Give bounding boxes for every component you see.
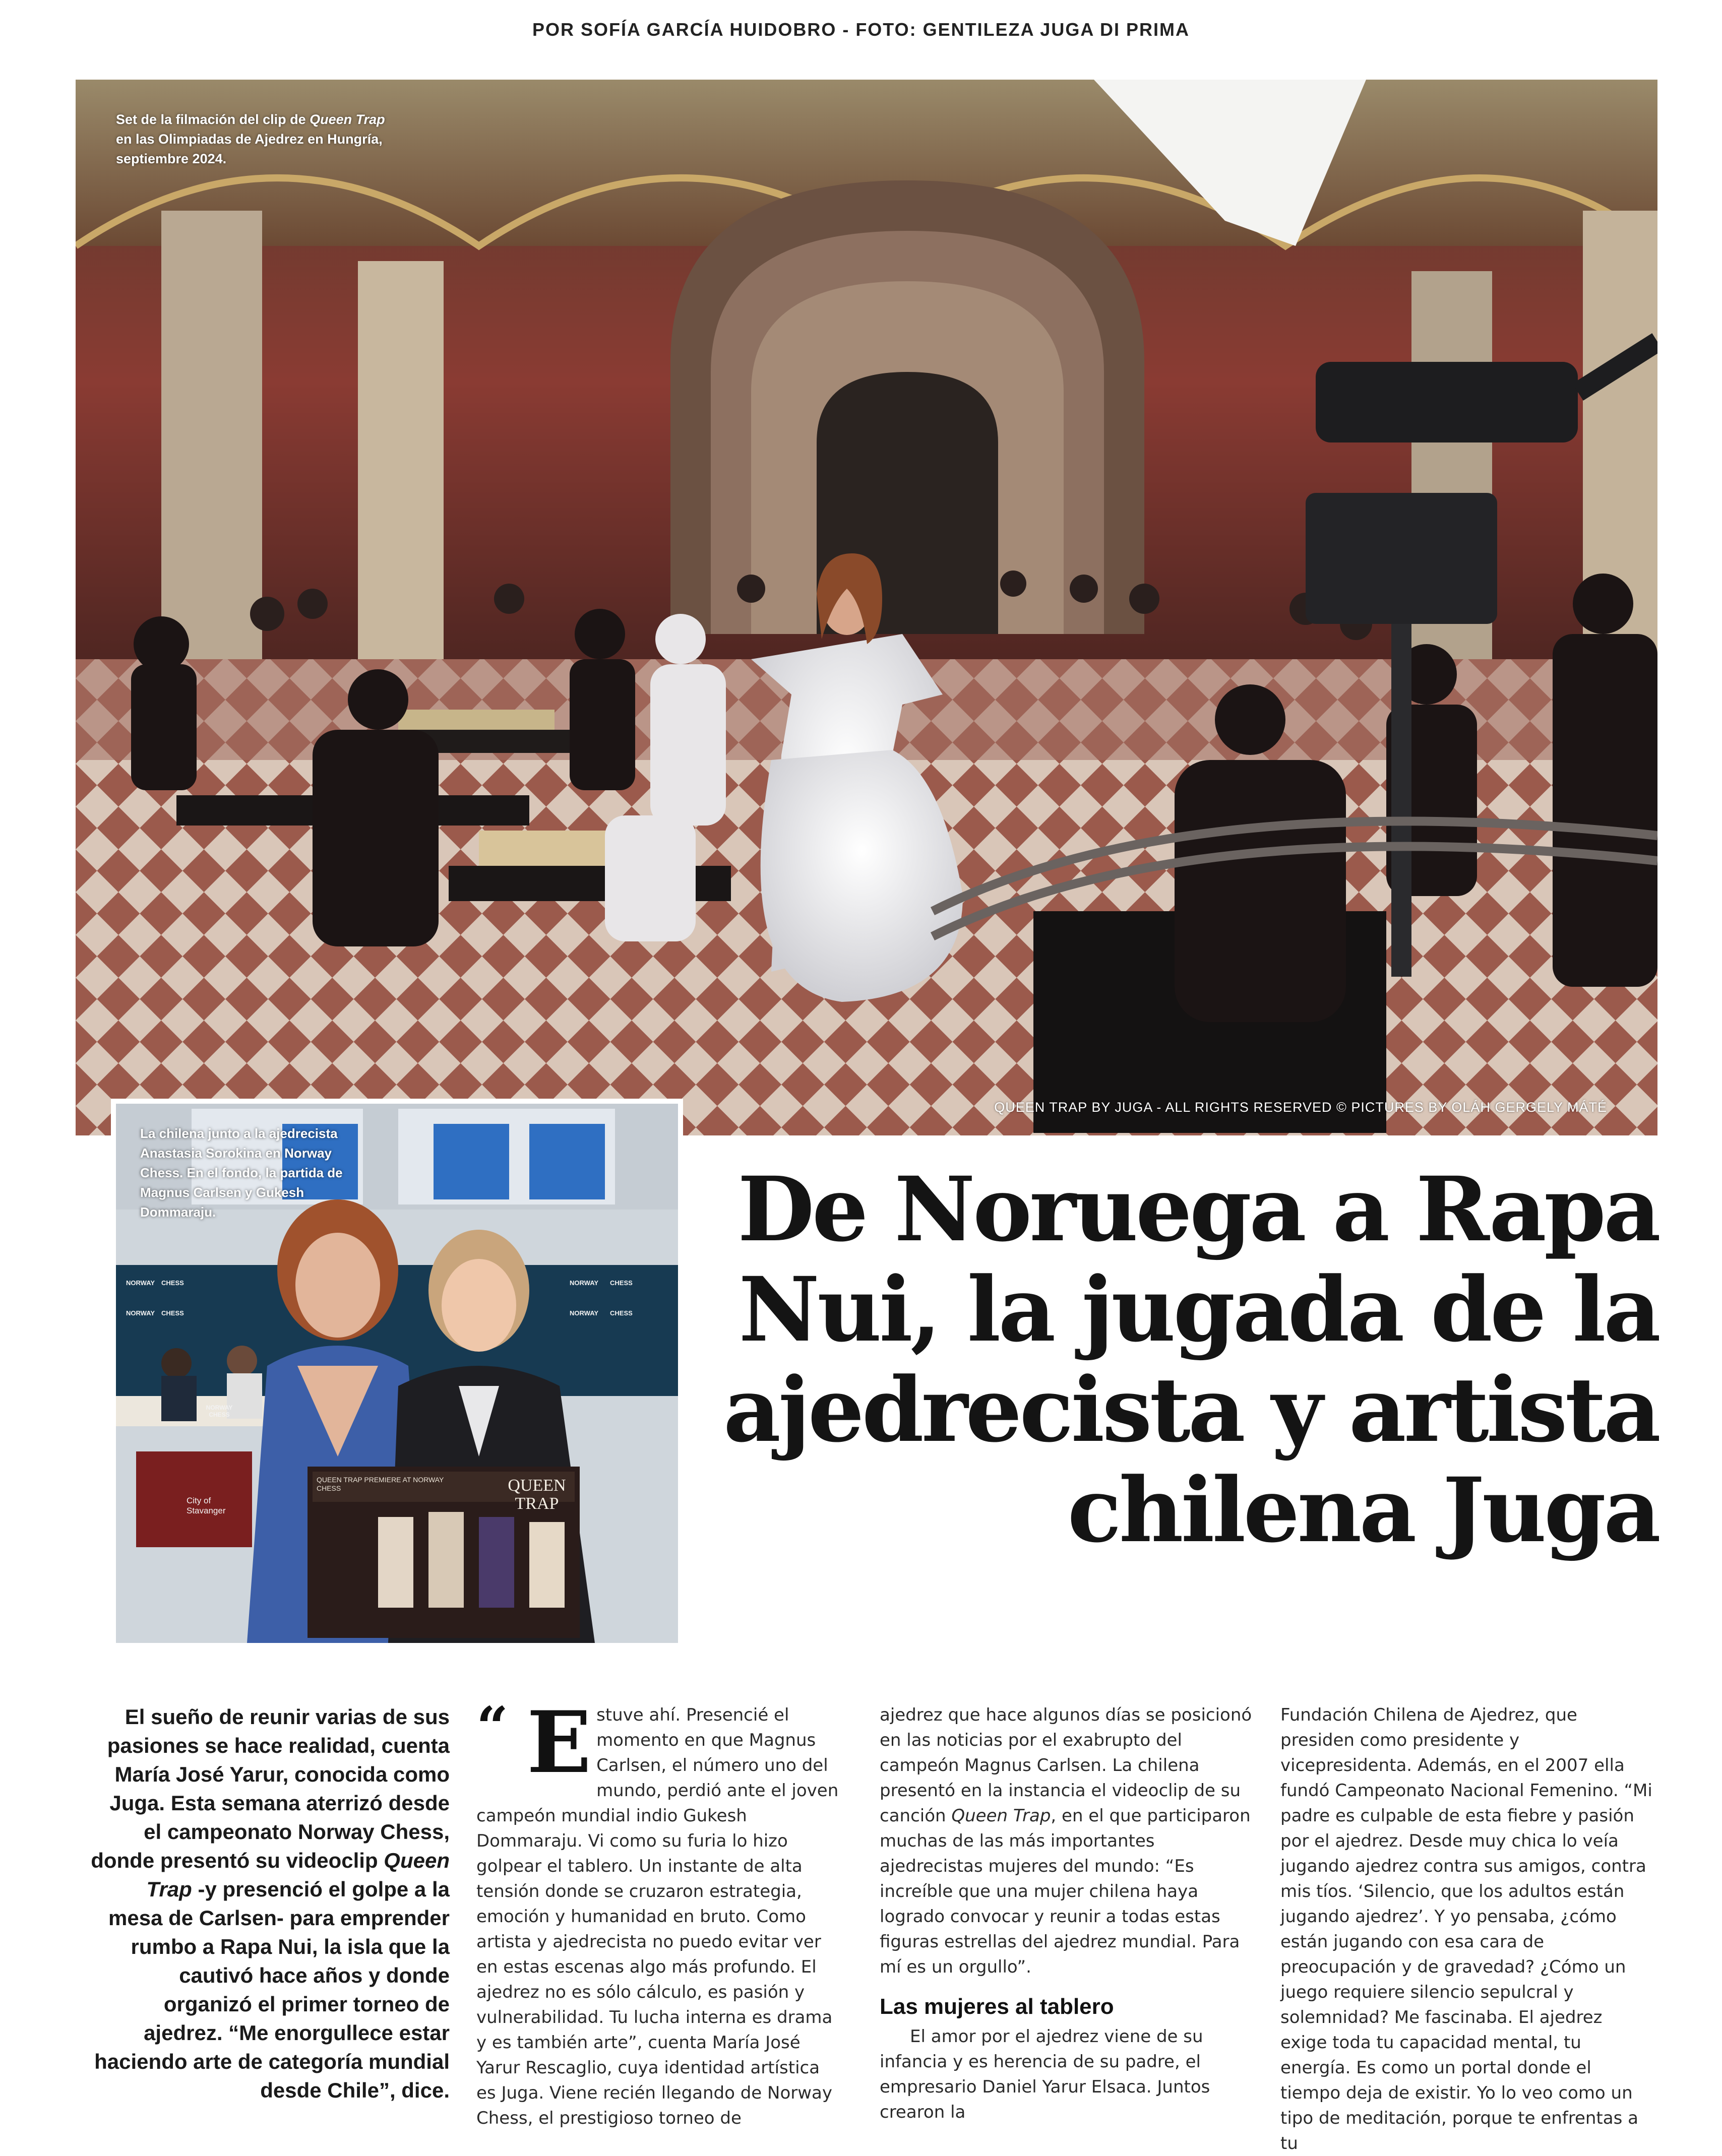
body-column-2 <box>880 1702 1253 2125</box>
svg-text:CHESS: CHESS <box>610 1279 633 1287</box>
drop-cap: E <box>527 1692 592 1792</box>
main-photo <box>76 80 1657 1135</box>
svg-text:CHESS: CHESS <box>161 1309 184 1317</box>
subheading: Las mujeres al tablero <box>880 1994 1114 2019</box>
sign-text: City of Stavanger <box>187 1496 226 1515</box>
svg-text:NORWAY: NORWAY <box>570 1309 599 1317</box>
poster-kicker: QUEEN TRAP PREMIERE AT NORWAY CHESS <box>317 1476 444 1492</box>
photo-credit: QUEEN TRAP BY JUGA - ALL RIGHTS RESERVED © PICTURES BY OLÁH GERGELY MÁTÉ <box>994 1100 1607 1115</box>
body-column-3 <box>1280 1702 1653 2156</box>
body-column-1 <box>476 1692 839 2131</box>
svg-text:NORWAY: NORWAY <box>126 1279 155 1287</box>
svg-text:NORWAY: NORWAY <box>570 1279 599 1287</box>
poster-title: QUEEN TRAP <box>508 1476 566 1513</box>
lede-column <box>91 1702 450 2105</box>
main-photo-caption: Set de la filmación del clip de Queen Trap en las Olimpiadas de Ajedrez en Hungría, septiembre 2024. <box>116 112 385 166</box>
brand-text: NORWAY CHESS <box>206 1404 233 1418</box>
inset-photo-caption: La chilena junto a la ajedrecista Anastasia Sorokina en Norway Chess. En el fondo, la partida de Magnus Carlsen y Gukesh Dommaraju. <box>140 1126 343 1220</box>
byline: POR SOFÍA GARCÍA HUIDOBRO - FOTO: GENTILEZA JUGA DI PRIMA <box>532 19 1190 40</box>
inset-photo <box>111 1099 683 1648</box>
lede: El sueño de reunir varias de sus pasiones se hace realidad, cuenta María José Yarur, conocida como Juga. Esta semana aterrizó desde el campeonato Norway Chess, donde presentó su videoclip Queen Trap -y presenció el golpe a la mesa de Carlsen- para emprender rumbo a Rapa Nui, la isla que la cautivó hace años y donde organizó el primer torneo de ajedrez. “Me enorgullece estar haciendo arte de categoría mundial desde Chile”, dice. <box>91 1705 450 2102</box>
body-text: El amor por el ajedrez viene de su infancia y es herencia de su padre, el empresario Daniel Yarur Elsaca. Juntos crearon la <box>880 2026 1210 2122</box>
svg-text:CHESS: CHESS <box>161 1279 184 1287</box>
svg-text:NORWAY: NORWAY <box>126 1309 155 1317</box>
body-text: Fundación Chilena de Ajedrez, que presiden como presidente y vicepresidenta. Además, en el 2007 ella fundó Campeonato Nacional Femenino. “Mi padre es culpable de esta fiebre y pasión por el ajedrez. Desde muy chica lo veía jugando ajedrez contra sus amigos, contra mis tíos. ‘Silencio, que los adultos están jugando ajedrez’. Y yo pensaba, ¿cómo están jugando con esa cara de preocupación y de gravedad? ¿Cómo un juego requiere silencio sepulcral y solemnidad? Me fascinaba. El ajedrez exige toda tu capacidad mental, tu energía. Es como un portal donde el tiempo deja de existir. Yo lo veo como un tipo de meditación, porque te enfrentas a tu <box>1280 1705 1652 2153</box>
body-text: stuve ahí. Presencié el momento en que Magnus Carlsen, el número uno del mundo, perdió ante el joven campeón mundial indio Gukesh Dommaraju. Vi como su furia lo hizo golpear el tablero. Un instante de alta tensión donde se cruzaron estrategia, emoción y humanidad en bruto. Como artista y ajedrecista no puedo evitar ver en estas escenas algo más profundo. El ajedrez no es sólo cálculo, es pasión y vulnerabilidad. Tu lucha interna es drama y es también arte”, cuenta María José Yarur Rescaglio, cuya identidad artística es Juga. Viene recién llegando de Norway Chess, el prestigioso torneo de <box>476 1705 839 2128</box>
main-photo-illustration <box>76 80 1657 1135</box>
body-text: ajedrez que hace algunos días se posicionó en las noticias por el exabrupto del campeón Magnus Carlsen. La chilena presentó en la instancia el videoclip de su canción Queen Trap, en el que participaron muchas de las más importantes ajedrecistas mujeres del mundo: “Es increíble que una mujer chilena haya logrado convocar y reunir a todas estas figuras estrellas del ajedrez mundial. Para mí es un orgullo”. <box>880 1705 1252 1977</box>
svg-text:CHESS: CHESS <box>610 1309 633 1317</box>
quote-mark: “ <box>476 1694 509 1759</box>
headline: De Noruega a Rapa Nui, la jugada de la ajedrecista y artista chilena Juga <box>723 1157 1658 1562</box>
